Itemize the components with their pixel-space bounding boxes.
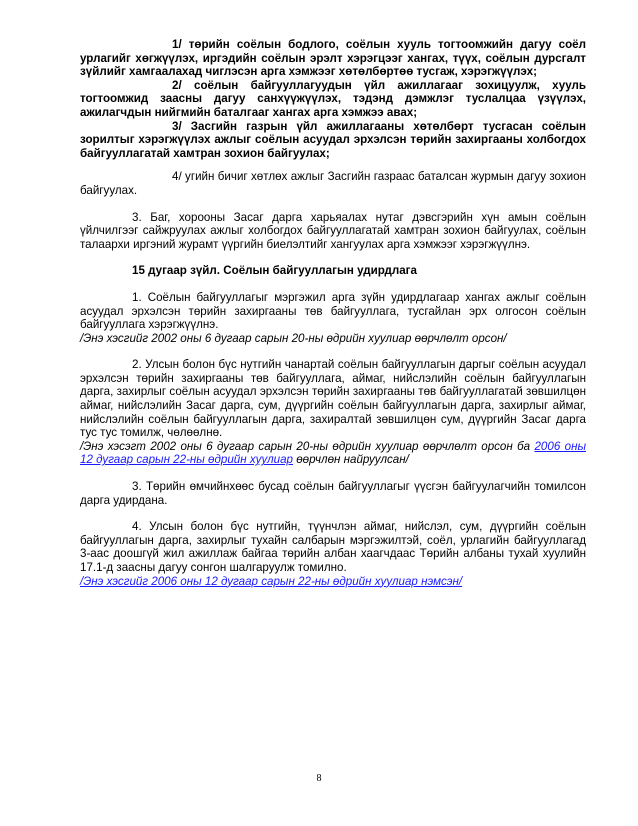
- amendment-note-2: [80, 440, 586, 467]
- amendment-note-3-link[interactable]: /Энэ хэсгийг 2006 оны 12 дугаар сарын 22-ны өдрийн хуулиар нэмсэн/: [80, 574, 463, 588]
- article-heading: 15 дугаар зүйл. Соёлын байгууллагын удирдлага: [132, 264, 417, 278]
- article-15-clause-4: 4. Улсын болон бүс нутгийн, түүнчлэн аймаг, нийслэл, сум, дүүргийн соёлын байгууллагын дарга, захирлыг тухайн салбарын мэргэжилтэй, соёл, урлагийн байгууллагад 3-аас доошгүй жил ажиллаж байгаа төрийн албан хаагчдаас Төрийн албаны тухай хуулийн 17.1-д заасны дагуу сонгон шалгаруулж томилно.: [80, 520, 586, 574]
- amendment-link-2006[interactable]: 2006 оны 12 дугаар сарын 22-ны өдрийн хуулиар: [80, 439, 587, 467]
- article-15-clause-2: 2. Улсын болон бүс нутгийн чанартай соёлын байгууллагын даргыг соёлын асуудал эрхэлсэн төрийн захиргааны төв байгууллага, аймаг, нийслэлийн соёлын байгууллагын дарга, захирлыг соёлын асуудал эрхэлсэн төрийн захиргааны төв байгууллагатай зөвшилцөн аймаг, нийслэлийн Засаг дарга, сум, дүүргийн соёлын байгууллагын дарга, захирлыг аймаг, нийслэлийн соёлын байгууллагын дарга, захиралтай зөвшилцөн сум, дүүргийн Засаг дарга тус тус томилж, чөлөөлнө.: [80, 358, 586, 440]
- article-15-clause-1: 1. Соёлын байгууллагыг мэргэжил арга зүйн удирдлагаар хангах ажлыг соёлын асуудал эрхэлсэн төрийн захиргааны төв байгууллага, тусгайлан эрх олгосон соёлын байгууллага хэрэгжүүлнэ.: [80, 290, 586, 332]
- list-item-1: 1/ төрийн соёлын бодлого, соёлын хууль тогтоомжийн дагуу соёл урлагийг хөгжүүлэх, иргэдийн соёлын эрэлт хэрэгцээг хангах, түүх, соёлын дурсгалт зүйлийг хамгаалахад чиглэсэн арга хэмжээг хөтөлбөртөө тусгаж, хэрэгжүүлэх;: [80, 38, 586, 79]
- amendment-note-2-text: /Энэ хэсэгт 2002 оны 6 дугаар сарын 20-ны өдрийн хуулиар өөрчлөлт орсон ба: [80, 439, 535, 453]
- amendment-note-1: /Энэ хэсгийг 2002 оны 6 дугаар сарын 20-ны өдрийн хуулиар өөрчлөлт орсон/: [80, 331, 507, 345]
- document-body: [80, 38, 586, 588]
- list-item-4: 4/ угийн бичиг хөтлөх ажлыг Засгийн газраас баталсан журмын дагуу зохион байгуулах.: [80, 170, 586, 197]
- list-item-3: 3/ Засгийн газрын үйл ажиллагааны хөтөлбөрт тусгасан соёлын зорилтыг хэрэгжүүлэх ажлыг соёлын асуудал эрхэлсэн төрийн захиргааны холбогдох байгууллагатай хамтран зохион байгуулах;: [80, 119, 586, 160]
- paragraph-3: 3. Баг, хорооны Засаг дарга харьяалах нутаг дэвсгэрийн хүн амын соёлын үйлчилгээг сайжруулах ажлыг холбогдох байгууллагатай хамтран зохион байгуулах, соёлын талаархи иргэний журамт үүргийн биелэлтийг хангуулах арга хэмжээг хэрэгжүүлнэ.: [80, 210, 586, 251]
- article-15-clause-3: 3. Төрийн өмчийнхөөс бусад соёлын байгууллагыг үүсгэн байгуулагчийн томилсон дарга удирдана.: [80, 480, 586, 507]
- page-number: 8: [316, 773, 322, 784]
- list-item-2: 2/ соёлын байгууллагуудын үйл ажиллагааг зохицуулж, хууль тогтоомжид заасны дагуу санхүүжүүлэх, тэдэнд дэмжлэг туслалцаа үзүүлэх, ажилагчдын нийгмийн баталгааг хангах арга хэмжээ авах;: [80, 78, 586, 119]
- amendment-note-2-tail: өөрчлөн найруулсан/: [293, 453, 409, 467]
